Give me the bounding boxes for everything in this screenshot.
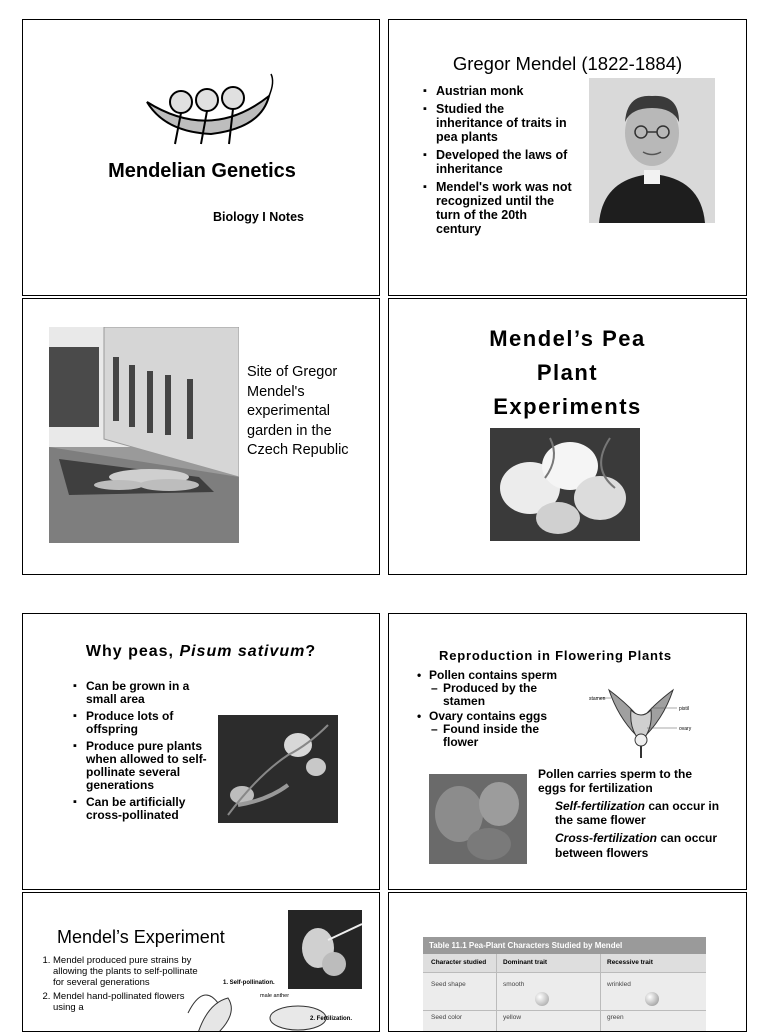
slide-subtitle: Biology I Notes bbox=[213, 210, 304, 224]
bullet-item: ▪ Mendel's work was not recognized until the turn of the 20th century bbox=[423, 180, 573, 236]
garden-caption: Site of Gregor Mendel's experimental garden in the Czech Republic bbox=[247, 364, 349, 458]
table-cell: wrinkled bbox=[607, 981, 631, 988]
ovary-label: ovary bbox=[679, 726, 692, 732]
slide-title: Reproduction in Flowering Plants bbox=[439, 648, 672, 663]
title-species: Pisum sativum bbox=[179, 643, 306, 660]
table-cell: smooth bbox=[503, 981, 525, 988]
slide-reproduction-flowering-plants bbox=[388, 613, 747, 890]
table-title: Table 11.1 Pea-Plant Characters Studied by Mendel bbox=[423, 937, 706, 954]
pea-flowers-photo bbox=[429, 774, 527, 864]
table-cell: Seed color bbox=[431, 1014, 463, 1021]
male-anther-label: male anther bbox=[260, 993, 290, 999]
definition: can occur in the same flower bbox=[555, 799, 720, 827]
cross-fertilization-text bbox=[555, 831, 730, 861]
pea-plant-image bbox=[218, 715, 338, 823]
stamen-label: stamen bbox=[589, 696, 606, 702]
header-cell: Character studied bbox=[431, 959, 487, 966]
pollination-diagram bbox=[178, 973, 378, 1032]
row-divider bbox=[423, 1010, 706, 1011]
column-divider bbox=[600, 954, 601, 1032]
bullet-item: ▪ Produce pure plants when allowed to self-pollinate several generations bbox=[73, 740, 213, 792]
column-divider bbox=[496, 954, 497, 1032]
table-cell: Seed shape bbox=[431, 981, 466, 988]
slide-title: Mendel’s Experiment bbox=[57, 927, 225, 947]
numbered-list bbox=[37, 955, 198, 1013]
slide-title: Mendelian Genetics bbox=[108, 160, 296, 182]
bullet-list bbox=[73, 680, 213, 826]
list-item: 2. Mendel hand-pollinated flowers using a bbox=[53, 991, 198, 1013]
bullet-item: • Pollen contains sperm bbox=[417, 669, 567, 682]
slide-experimental-garden bbox=[22, 298, 380, 575]
self-pollination-label: 1. Self-pollination. bbox=[223, 980, 275, 986]
slide-title-line: Mendel’s Pea bbox=[489, 326, 646, 351]
title-punct: ? bbox=[305, 643, 317, 660]
header-cell: Recessive trait bbox=[607, 959, 653, 966]
table-cell: green bbox=[607, 1014, 624, 1021]
bullet-block bbox=[417, 669, 567, 749]
slide-title: Gregor Mendel (1822-1884) bbox=[452, 53, 683, 74]
smooth-seed-icon bbox=[535, 992, 549, 1006]
list-item: 1. Mendel produced pure strains by allowing the plants to self-pollinate for several generations bbox=[53, 955, 198, 988]
sub-bullet: – Found inside the flower bbox=[431, 723, 563, 749]
bullet-list bbox=[423, 84, 573, 240]
bullet-item: ▪ Can be artificially cross-pollinated bbox=[73, 796, 213, 822]
bullet-item: ▪ Developed the laws of inheritance bbox=[423, 148, 573, 176]
table-cell: yellow bbox=[503, 1014, 522, 1021]
slide-pea-plant-experiments bbox=[388, 298, 747, 575]
definition: can occur between flowers bbox=[555, 831, 718, 860]
term: Cross-fertilization bbox=[555, 831, 658, 845]
title-text: Why peas, bbox=[85, 643, 174, 660]
slide-mendelian-genetics bbox=[22, 19, 380, 296]
header-cell: Dominant trait bbox=[503, 959, 548, 966]
bullet-item: ▪ Can be grown in a small area bbox=[73, 680, 213, 706]
flower-anatomy-diagram bbox=[589, 680, 694, 758]
sub-bullet: – Produced by the stamen bbox=[431, 682, 563, 708]
slide-title bbox=[23, 640, 379, 664]
mendel-portrait-image bbox=[589, 78, 715, 223]
pea-pod-icon bbox=[141, 72, 281, 152]
slide-why-peas bbox=[22, 613, 380, 890]
self-fertilization-text bbox=[555, 799, 730, 827]
term: Self-fertilization bbox=[555, 799, 646, 813]
slide-title-line: Experiments bbox=[493, 394, 642, 419]
bullet-item: ▪ Produce lots of offspring bbox=[73, 710, 213, 736]
slide-title-line: Plant bbox=[536, 360, 599, 385]
bullet-item: • Ovary contains eggs bbox=[417, 710, 567, 723]
pollen-text: Pollen carries sperm to the eggs for fertilization bbox=[538, 767, 693, 795]
pistil-label: pistil bbox=[679, 706, 690, 712]
bullet-item: ▪ Austrian monk bbox=[423, 84, 573, 98]
wrinkled-seed-icon bbox=[645, 992, 659, 1006]
bullet-item: ▪ Studied the inheritance of traits in pea plants bbox=[423, 102, 573, 144]
slide-mendels-experiment bbox=[22, 892, 380, 1032]
slide-pea-plant-characters-table bbox=[388, 892, 747, 1032]
garden-photo-image bbox=[49, 327, 239, 543]
slide-gregor-mendel bbox=[388, 19, 747, 296]
fertilization-label: 2. Fertilization. bbox=[310, 1016, 353, 1022]
pea-flower-image bbox=[490, 428, 640, 541]
